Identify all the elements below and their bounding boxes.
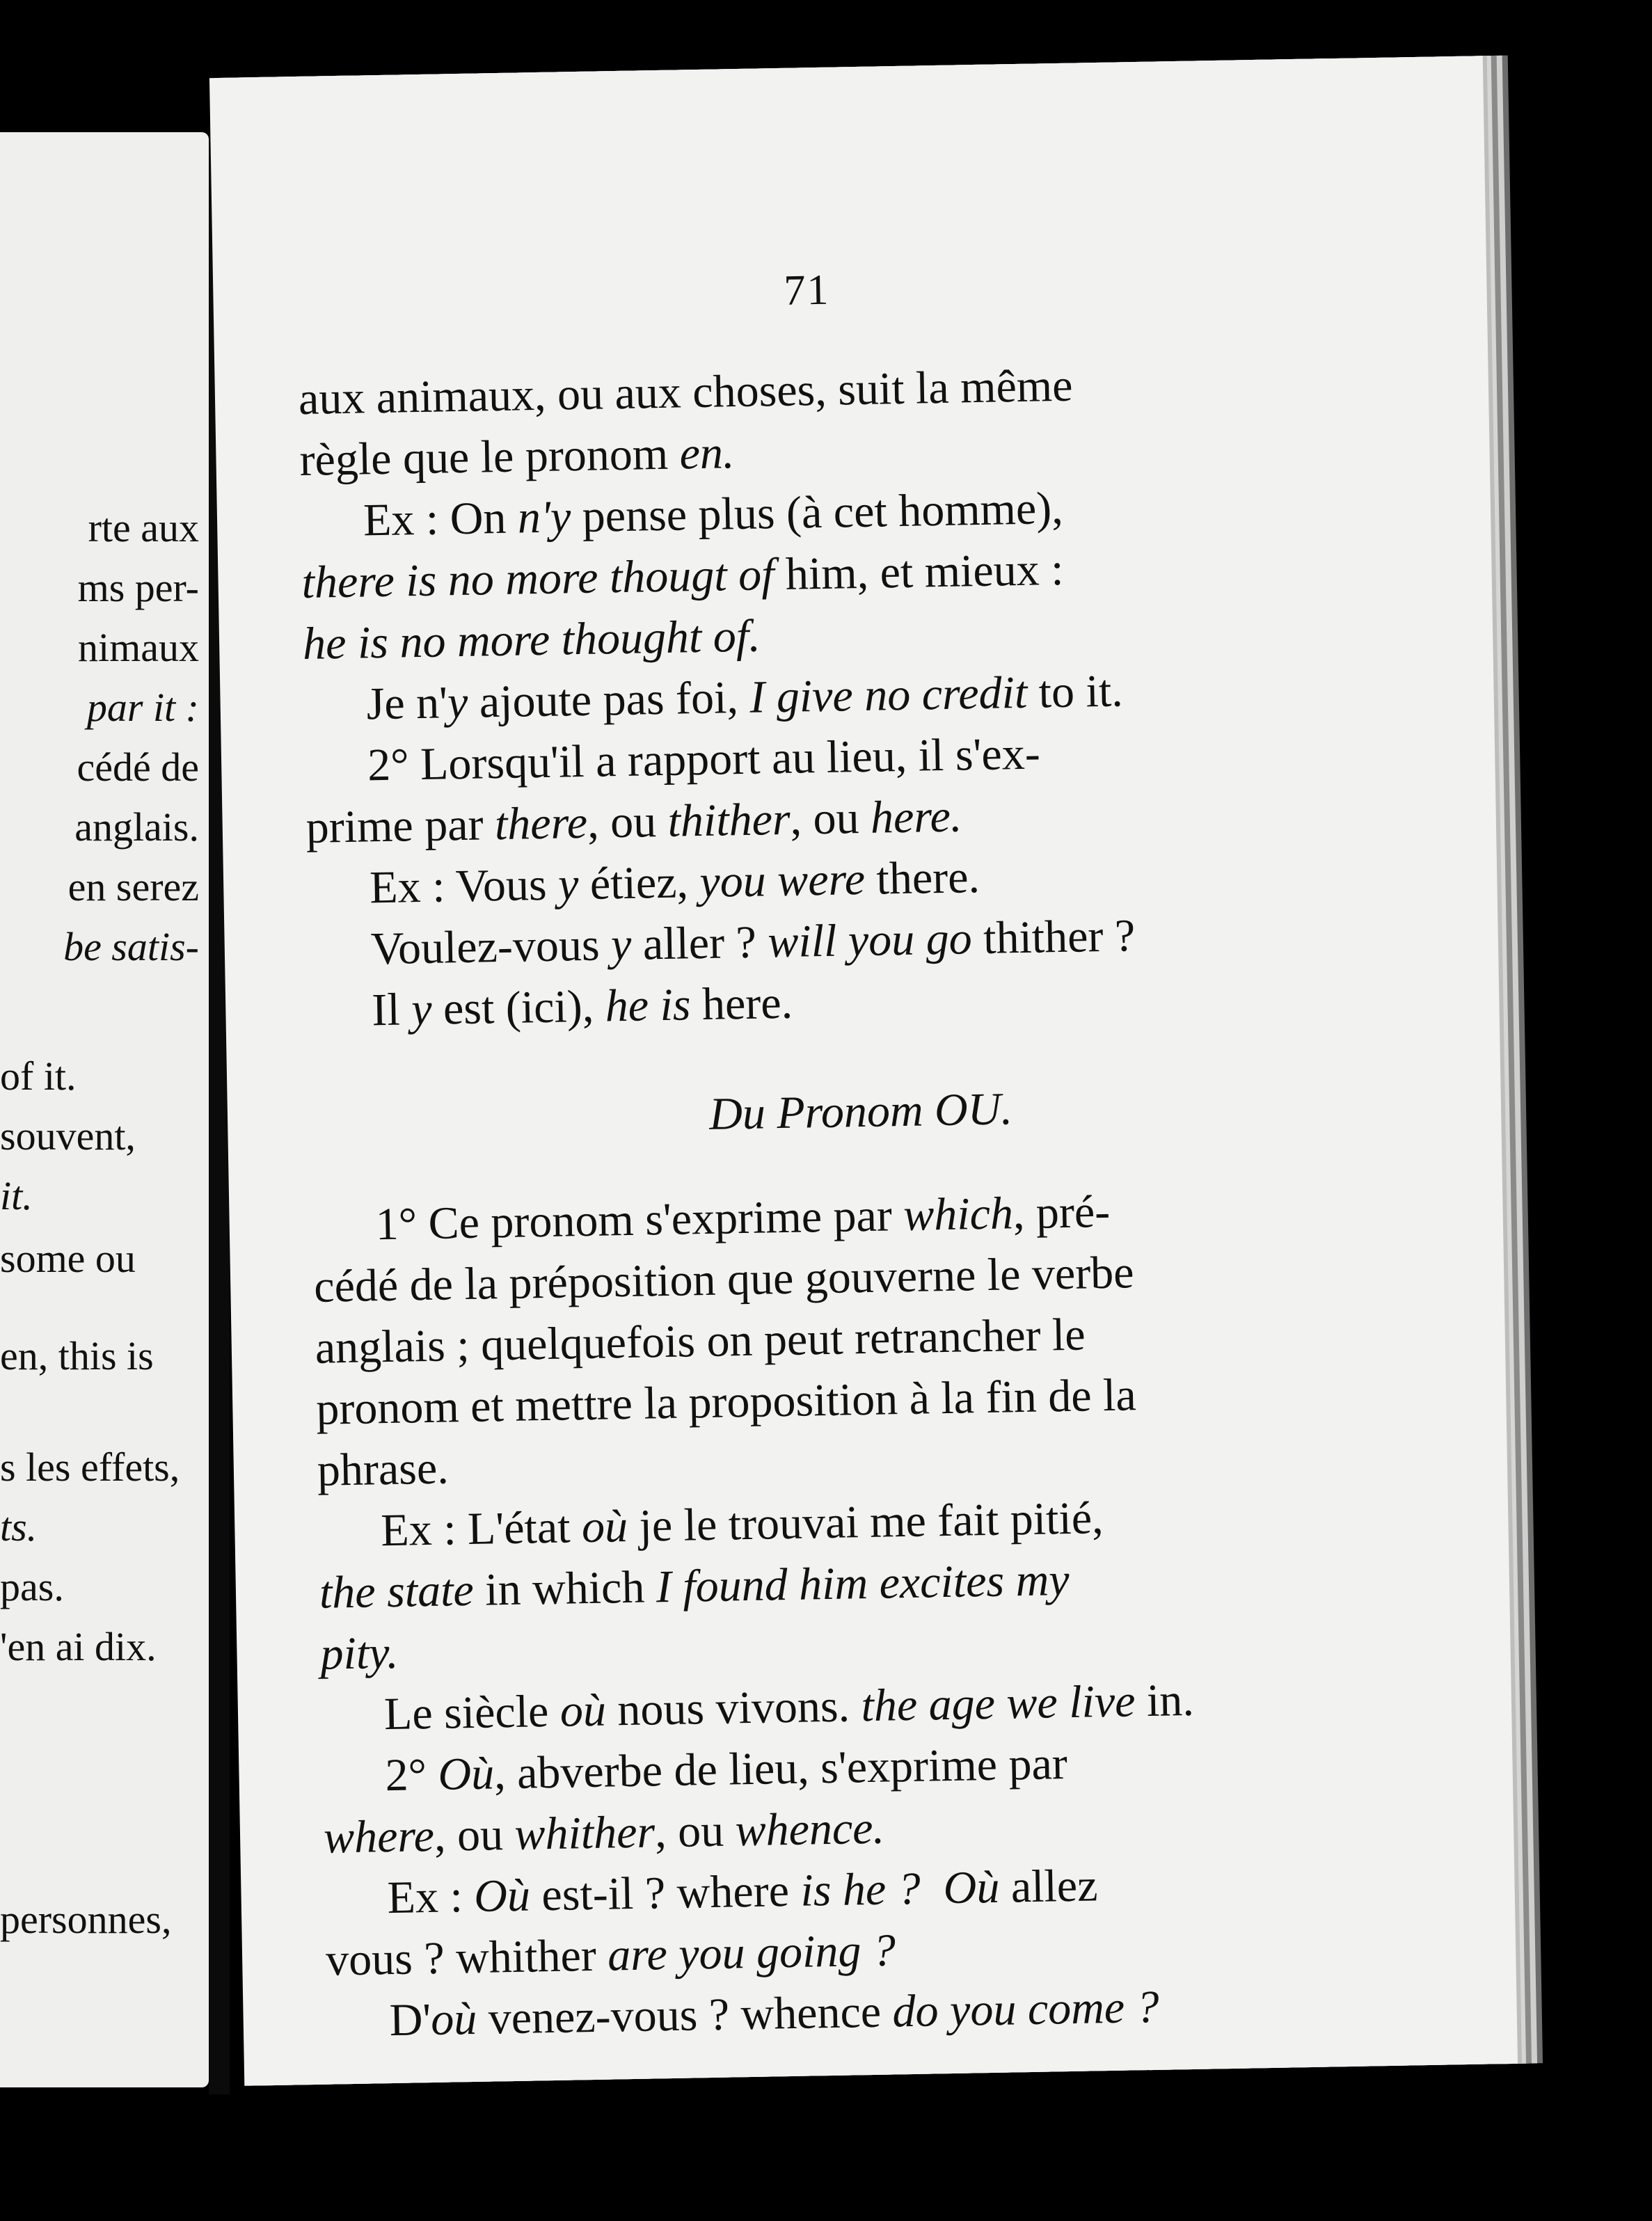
text-line: Il y est (ici), he is here. (371, 977, 793, 1036)
text-line: pity. (319, 1627, 399, 1680)
text-line: cédé de la préposition que gouverne le verbe (313, 1247, 1135, 1312)
text-line: there is no more thougt of him, et mieux : (301, 543, 1065, 608)
text-line: règle que le pronom en. (299, 427, 736, 486)
page-body (298, 349, 1427, 2052)
text-line: pronom et mettre la proposition à la fin de la (315, 1369, 1137, 1435)
page-number: 71 (783, 266, 830, 315)
text-line: vous ? whither are you going ? (325, 1925, 896, 1986)
left-fragment-line: it. (0, 1173, 33, 1218)
left-fragment-line: 'en ai dix. (0, 1624, 157, 1669)
left-fragment-line: cédé de (77, 745, 199, 790)
text-line: prime par there, ou thither, ou here. (305, 790, 962, 853)
left-fragment-line: be satis- (63, 924, 199, 969)
text-line: Le siècle où nous vivons. the age we live in. (383, 1674, 1195, 1740)
left-fragment-line: of it. (0, 1053, 77, 1099)
book-page (209, 56, 1518, 2085)
text-line: Ex : On n'y pense plus (à cet homme), (363, 482, 1064, 546)
left-fragment-line: anglais. (74, 804, 199, 850)
text-line: the state in which I found him excites my (319, 1554, 1070, 1618)
text-line: anglais ; quelquefois on peut retrancher le (315, 1309, 1086, 1374)
left-fragment-line: rte aux (88, 505, 199, 550)
left-fragment-line: souvent, (0, 1113, 136, 1159)
left-fragment-line: nimaux (78, 625, 199, 670)
left-fragment-line: ts. (0, 1504, 38, 1550)
text-line: D'où venez-vous ? whence do you come ? (389, 1981, 1160, 2046)
text-line: Ex : Vous y étiez, you were there. (369, 852, 980, 914)
text-line: phrase. (317, 1442, 450, 1496)
text-line: aux animaux, ou aux choses, suit la même (298, 360, 1074, 425)
section-heading: Du Pronom OU. (708, 1083, 1013, 1140)
left-fragment-line: some ou (0, 1236, 136, 1281)
text-line: Ex : L'état où je le trouvai me fait pitié, (380, 1492, 1104, 1557)
text-line: Ex : Où est-il ? where is he ? Où allez (387, 1860, 1099, 1924)
left-fragment-line: personnes, (0, 1897, 172, 1942)
left-fragment-line: pas. (0, 1564, 64, 1609)
text-line: Je n'y ajoute pas foi, I give no credit to it. (366, 665, 1124, 730)
text-line: Voulez-vous y aller ? will you go thither ? (370, 910, 1136, 975)
text-line: 2° Lorsqu'il a rapport au lieu, il s'ex- (367, 728, 1041, 791)
left-fragment-line: s les effets, (0, 1444, 180, 1490)
left-fragment-line: en serez (67, 864, 199, 909)
left-fragment-line: ms per- (77, 565, 199, 610)
text-line: 1° Ce pronom s'exprime par which, pré- (375, 1186, 1111, 1250)
text-line: where, ou whither, ou whence. (323, 1802, 885, 1863)
left-fragment-line: en, this is (0, 1333, 154, 1378)
text-line: he is no more thought of. (302, 610, 761, 669)
left-fragment-line: par it : (86, 685, 199, 730)
text-line: 2° Où, abverbe de lieu, s'exprime par (384, 1738, 1068, 1801)
previous-page-fragment (0, 132, 209, 2087)
